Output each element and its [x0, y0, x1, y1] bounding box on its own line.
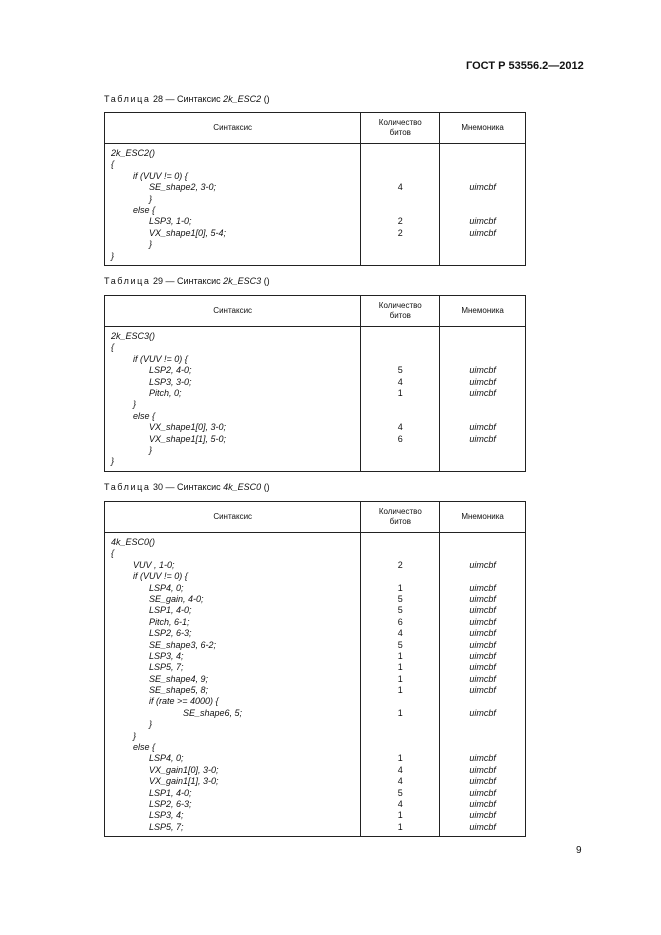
- mnemonic-value: uimcbf: [469, 387, 496, 398]
- syntax-line: }: [149, 444, 153, 455]
- bits-value: [361, 445, 439, 456]
- bits-value: [361, 171, 439, 182]
- mnemonic-value: uimcbf: [469, 365, 496, 376]
- mnemonic-value: [440, 171, 525, 182]
- mnemonic-value: uimcbf: [469, 593, 496, 604]
- bits-value: 2: [397, 216, 403, 227]
- syntax-line: LSP4, 0;: [149, 753, 184, 764]
- syntax-line: }: [133, 730, 137, 741]
- syntax-line: 2k_ESC2(): [111, 148, 156, 158]
- caption-prefix: Таблица: [104, 482, 151, 492]
- bits-value: 1: [397, 673, 403, 684]
- mnemonic-value: uimcbf: [469, 810, 496, 821]
- column-header-bits-line2: битов: [389, 311, 411, 320]
- mnemonic-value: [440, 239, 525, 250]
- mnemonic-value: uimcbf: [469, 662, 496, 673]
- column-header-syntax: Синтаксис: [105, 296, 361, 327]
- syntax-table: [104, 112, 526, 266]
- column-header-syntax: Синтаксис: [105, 502, 361, 533]
- document-number: ГОСТ Р 53556.2—2012: [466, 60, 584, 72]
- syntax-line: LSP2, 6-3;: [149, 798, 192, 809]
- mnemonic-value: [440, 731, 525, 742]
- mnemonic-value: uimcbf: [469, 559, 496, 570]
- mnemonic-value: [440, 742, 525, 753]
- mnemonic-value: uimcbf: [469, 628, 496, 639]
- mnemonic-value: uimcbf: [469, 798, 496, 809]
- syntax-line: 4k_ESC0(): [111, 537, 156, 547]
- mnemonic-value: [440, 399, 525, 410]
- bits-value: [361, 548, 439, 559]
- column-header-bits-line1: Количество: [378, 118, 422, 127]
- caption-name: 2k_ESC2: [223, 94, 262, 104]
- caption-name: 4k_ESC0: [223, 482, 262, 492]
- syntax-line: VX_gain1[0], 3-0;: [149, 764, 219, 775]
- bits-value: 4: [397, 628, 403, 639]
- bits-cell: [361, 327, 440, 472]
- mnemonic-value: [440, 696, 525, 707]
- mnemonic-value: uimcbf: [469, 182, 496, 193]
- bits-value: 4: [397, 422, 403, 433]
- bits-value: 2: [397, 227, 403, 238]
- syntax-line: LSP3, 4;: [149, 810, 184, 821]
- syntax-line: LSP3, 4;: [149, 650, 184, 661]
- syntax-cell: [105, 327, 361, 472]
- bits-value: [361, 331, 439, 342]
- mnemonic-value: uimcbf: [469, 422, 496, 433]
- bits-value: [361, 696, 439, 707]
- mnemonic-value: [440, 331, 525, 342]
- bits-value: 5: [397, 639, 403, 650]
- bits-value: [361, 411, 439, 422]
- syntax-line: {: [111, 548, 115, 559]
- bits-value: 1: [397, 707, 403, 718]
- syntax-line: else {: [133, 410, 156, 421]
- bits-value: 2: [397, 559, 403, 570]
- bits-value: 4: [397, 376, 403, 387]
- syntax-line: else {: [133, 742, 156, 753]
- mnemonic-value: [440, 456, 525, 467]
- mnemonic-cell: [440, 533, 526, 837]
- mnemonic-value: uimcbf: [469, 764, 496, 775]
- syntax-line: LSP2, 6-3;: [149, 628, 192, 639]
- bits-value: 1: [397, 821, 403, 832]
- bits-value: [361, 342, 439, 353]
- mnemonic-value: uimcbf: [469, 639, 496, 650]
- mnemonic-value: [440, 194, 525, 205]
- mnemonic-value: uimcbf: [469, 821, 496, 832]
- bits-value: 6: [397, 616, 403, 627]
- bits-value: [361, 399, 439, 410]
- syntax-table: [104, 295, 526, 472]
- mnemonic-value: uimcbf: [469, 787, 496, 798]
- syntax-line: if (rate >= 4000) {: [149, 696, 219, 707]
- mnemonic-value: [440, 548, 525, 559]
- mnemonic-value: [440, 719, 525, 730]
- bits-value: [361, 731, 439, 742]
- mnemonic-value: uimcbf: [469, 753, 496, 764]
- syntax-line: LSP2, 4-0;: [149, 365, 192, 376]
- column-header-bits-line2: битов: [389, 128, 411, 137]
- table-caption: [104, 276, 270, 286]
- syntax-line: VX_shape1[0], 5-4;: [149, 227, 227, 238]
- column-header-bits-line1: Количество: [378, 301, 422, 310]
- bits-value: [361, 537, 439, 548]
- bits-value: 1: [397, 650, 403, 661]
- syntax-line: LSP4, 0;: [149, 582, 184, 593]
- syntax-line: SE_shape6, 5;: [183, 707, 243, 718]
- mnemonic-value: uimcbf: [469, 776, 496, 787]
- syntax-line: if (VUV != 0) {: [133, 571, 188, 582]
- syntax-line: LSP1, 4-0;: [149, 787, 192, 798]
- syntax-line: if (VUV != 0) {: [133, 170, 188, 181]
- caption-suffix: (): [263, 482, 270, 492]
- mnemonic-value: uimcbf: [469, 616, 496, 627]
- bits-value: [361, 742, 439, 753]
- table-caption: [104, 94, 270, 104]
- bits-value: [361, 194, 439, 205]
- bits-value: 4: [397, 776, 403, 787]
- mnemonic-value: uimcbf: [469, 650, 496, 661]
- bits-value: [361, 719, 439, 730]
- syntax-line: if (VUV != 0) {: [133, 353, 188, 364]
- caption-number: 29 — Синтаксис: [153, 276, 221, 286]
- syntax-line: SE_shape4, 9;: [149, 673, 209, 684]
- syntax-line: Pitch, 6-1;: [149, 616, 190, 627]
- bits-value: 4: [397, 764, 403, 775]
- column-header-syntax: Синтаксис: [105, 113, 361, 144]
- column-header-mnemonic: Мнемоника: [440, 502, 526, 533]
- syntax-line: }: [149, 193, 153, 204]
- bits-value: 5: [397, 365, 403, 376]
- column-header-bits: [361, 502, 440, 533]
- mnemonic-value: [440, 251, 525, 262]
- bits-value: 1: [397, 685, 403, 696]
- syntax-line: SE_shape2, 3-0;: [149, 182, 217, 193]
- column-header-bits-line2: битов: [389, 517, 411, 526]
- mnemonic-value: uimcbf: [469, 673, 496, 684]
- bits-value: [361, 239, 439, 250]
- bits-value: [361, 354, 439, 365]
- mnemonic-value: [440, 537, 525, 548]
- caption-number: 30 — Синтаксис: [153, 482, 221, 492]
- bits-value: 4: [397, 182, 403, 193]
- bits-value: [361, 205, 439, 216]
- bits-value: [361, 159, 439, 170]
- syntax-line: {: [111, 342, 115, 353]
- syntax-line: VUV , 1-0;: [133, 559, 175, 570]
- syntax-table: [104, 501, 526, 837]
- bits-cell: [361, 533, 440, 837]
- mnemonic-value: [440, 411, 525, 422]
- mnemonic-value: uimcbf: [469, 227, 496, 238]
- syntax-line: }: [111, 250, 115, 261]
- mnemonic-value: uimcbf: [469, 376, 496, 387]
- bits-value: 5: [397, 605, 403, 616]
- syntax-line: VX_gain1[1], 3-0;: [149, 776, 219, 787]
- page-number: 9: [576, 845, 582, 856]
- bits-value: 1: [397, 582, 403, 593]
- mnemonic-value: uimcbf: [469, 433, 496, 444]
- mnemonic-cell: [440, 144, 526, 266]
- bits-value: 5: [397, 787, 403, 798]
- syntax-line: }: [133, 399, 137, 410]
- column-header-mnemonic: Мнемоника: [440, 113, 526, 144]
- syntax-line: }: [149, 239, 153, 250]
- bits-value: 1: [397, 662, 403, 673]
- bits-value: [361, 148, 439, 159]
- bits-value: [361, 571, 439, 582]
- syntax-line: 2k_ESC3(): [111, 331, 156, 341]
- caption-number: 28 — Синтаксис: [153, 94, 221, 104]
- mnemonic-value: [440, 445, 525, 456]
- syntax-line: LSP3, 3-0;: [149, 376, 192, 387]
- syntax-line: VX_shape1[1], 5-0;: [149, 433, 227, 444]
- caption-prefix: Таблица: [104, 276, 151, 286]
- mnemonic-value: uimcbf: [469, 605, 496, 616]
- syntax-line: SE_shape5, 8;: [149, 685, 209, 696]
- column-header-bits: [361, 113, 440, 144]
- syntax-line: Pitch, 0;: [149, 387, 182, 398]
- mnemonic-value: [440, 148, 525, 159]
- bits-value: [361, 251, 439, 262]
- mnemonic-value: [440, 205, 525, 216]
- mnemonic-value: [440, 159, 525, 170]
- caption-name: 2k_ESC3: [223, 276, 262, 286]
- bits-value: 1: [397, 753, 403, 764]
- syntax-line: LSP5, 7;: [149, 821, 184, 832]
- syntax-line: SE_gain, 4-0;: [149, 593, 204, 604]
- caption-suffix: (): [263, 276, 270, 286]
- bits-value: 1: [397, 387, 403, 398]
- mnemonic-value: [440, 354, 525, 365]
- syntax-line: }: [111, 456, 115, 467]
- column-header-mnemonic: Мнемоника: [440, 296, 526, 327]
- mnemonic-value: uimcbf: [469, 707, 496, 718]
- syntax-line: VX_shape1[0], 3-0;: [149, 422, 227, 433]
- mnemonic-value: [440, 571, 525, 582]
- bits-value: 1: [397, 810, 403, 821]
- caption-suffix: (): [263, 94, 270, 104]
- mnemonic-value: [440, 342, 525, 353]
- bits-cell: [361, 144, 440, 266]
- syntax-line: LSP5, 7;: [149, 662, 184, 673]
- bits-value: 6: [397, 433, 403, 444]
- bits-value: 5: [397, 593, 403, 604]
- syntax-line: SE_shape3, 6-2;: [149, 639, 217, 650]
- table-caption: [104, 482, 270, 492]
- mnemonic-value: uimcbf: [469, 685, 496, 696]
- syntax-line: LSP1, 4-0;: [149, 605, 192, 616]
- mnemonic-value: uimcbf: [469, 582, 496, 593]
- mnemonic-value: uimcbf: [469, 216, 496, 227]
- syntax-cell: [105, 533, 361, 837]
- mnemonic-cell: [440, 327, 526, 472]
- bits-value: 4: [397, 798, 403, 809]
- bits-value: [361, 456, 439, 467]
- column-header-bits-line1: Количество: [378, 507, 422, 516]
- syntax-line: }: [149, 719, 153, 730]
- syntax-line: LSP3, 1-0;: [149, 216, 192, 227]
- caption-prefix: Таблица: [104, 94, 151, 104]
- syntax-cell: [105, 144, 361, 266]
- syntax-line: else {: [133, 204, 156, 215]
- column-header-bits: [361, 296, 440, 327]
- syntax-line: {: [111, 159, 115, 170]
